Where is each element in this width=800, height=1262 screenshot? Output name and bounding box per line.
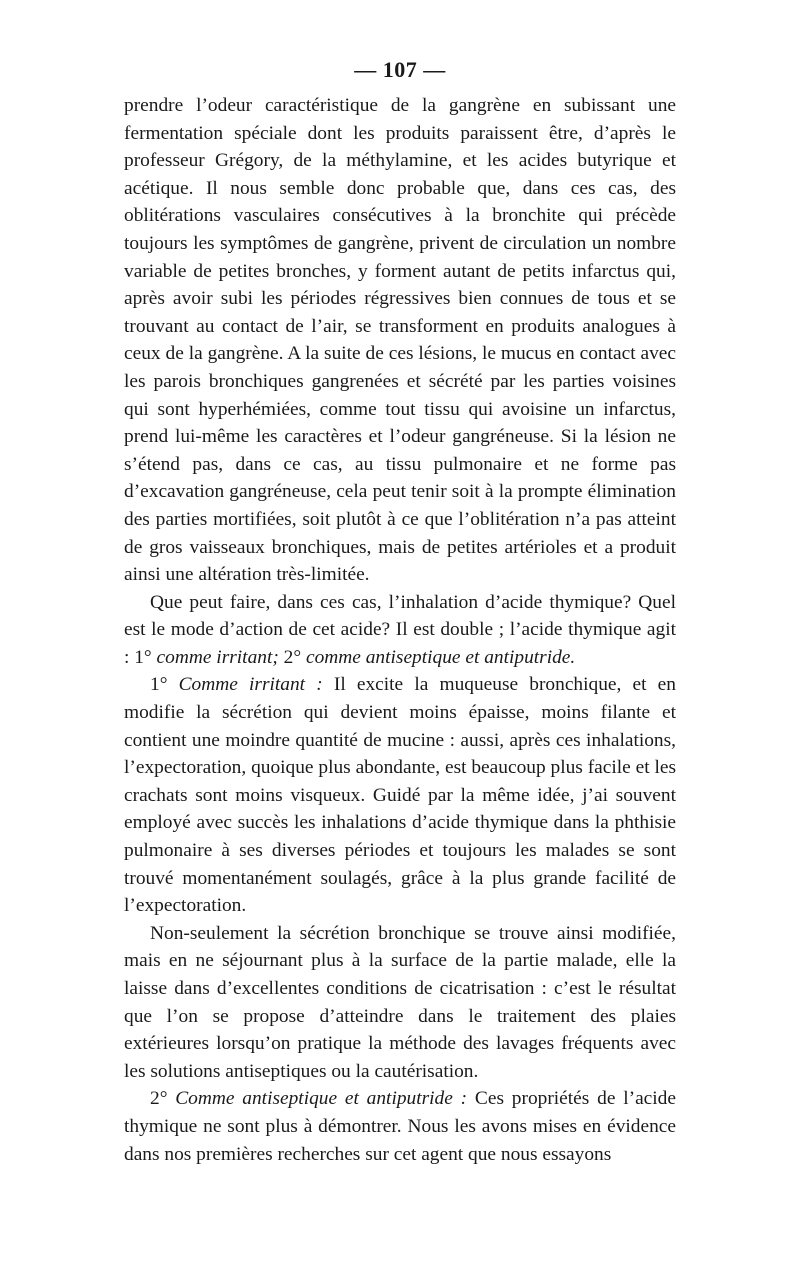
paragraph-text: prendre l’odeur caractéristique de la gangrène en subissant une fermentation spéciale dont les produits paraissent être, d’après le professeur Grégory, de la méthylamine, et les acides butyrique et acétique. Il nous semble donc probable que, dans ces cas, des oblitérations vasculaires consécutives à la bronchite qui précède toujours les symptômes de gangrène, privent de circulation un nombre variable de petites bronches, y forment autant de petits infarctus qui, après avoir subi les périodes régressives bien connues de tous et se trouvant au contact de l’air, se transforment en produits analogues à ceux de la gangrène. A la suite de ces lésions, le mucus en contact avec les parois bronchiques gangrenées et sécrété par les parties voisines qui sont hyperhémiées, comme tout tissu qui avoisine un infarctus, prend lui-même les caractères et l’odeur gangréneuse. Si la lésion ne s’étend pas, dans ce cas, au tissu pulmonaire et ne forme pas d’excavation gangréneuse, cela peut tenir soit à la prompte élimination des parties mortifiées, soit plutôt à ce que l’oblitération n’a pas atteint de gros vaisseaux bronchiques, mais de petites artérioles et a produit ainsi une altération très-limitée. [124, 95, 676, 586]
paragraph-text: Il excite la muqueuse bronchique, et en modifie la sécrétion qui devient moins épaisse, moins filante et contient une moindre quantité de mucine : aussi, après ces inhalations, l’expectoration, quoique plus abondante, est beaucoup plus facile et les crachats sont moins visqueux. Guidé par la même idée, j’ai souvent employé avec succès les inhalations d’acide thymique dans la phthisie pulmonaire à ses diverses périodes et toujours les malades se sont trouvé momentanément soulagés, grâce à la plus grande facilité de l’expectoration. [124, 674, 676, 917]
italic-phrase: comme irritant; [156, 646, 284, 668]
paragraph-text: 2° [150, 1088, 176, 1110]
paragraph-text: Non-seulement la sécrétion bronchique se trouve ainsi modifiée, mais en ne séjournant plus à la surface de la partie malade, elle la laisse dans d’excellentes conditions de cicatrisation : c’est le résultat que l’on se propose d’atteindre dans le traitement des plaies extérieures lorsqu’on pratique la méthode des lavages fréquents avec les solutions antiseptiques ou la cautérisation. [124, 922, 676, 1082]
page-number: — 107 — [354, 57, 446, 82]
paragraph-text: 1° [150, 674, 179, 696]
paragraph-2 [124, 589, 676, 672]
italic-heading: Comme irritant : [178, 674, 334, 696]
paragraph-4 [124, 920, 676, 1086]
paragraph-5 [124, 1085, 676, 1168]
paragraph-1 [124, 92, 676, 589]
paragraph-text: Ces propriétés de l’acide thymique ne sont plus à démontrer. Nous les avons mises en évidence dans nos premières recherches sur cet agent que nous essayons [124, 1088, 676, 1165]
paragraph-3 [124, 671, 676, 919]
italic-phrase: comme antiseptique et antiputride. [305, 646, 576, 668]
paragraph-text: Que peut faire, dans ces cas, l’inhalation d’acide thymique? Quel est le mode d’action de cet acide? Il est double ; l’acide thymique agit : 1° [124, 591, 676, 668]
italic-heading: Comme antiseptique et antiputride : [175, 1088, 475, 1110]
paragraph-text: 2° [283, 646, 306, 668]
